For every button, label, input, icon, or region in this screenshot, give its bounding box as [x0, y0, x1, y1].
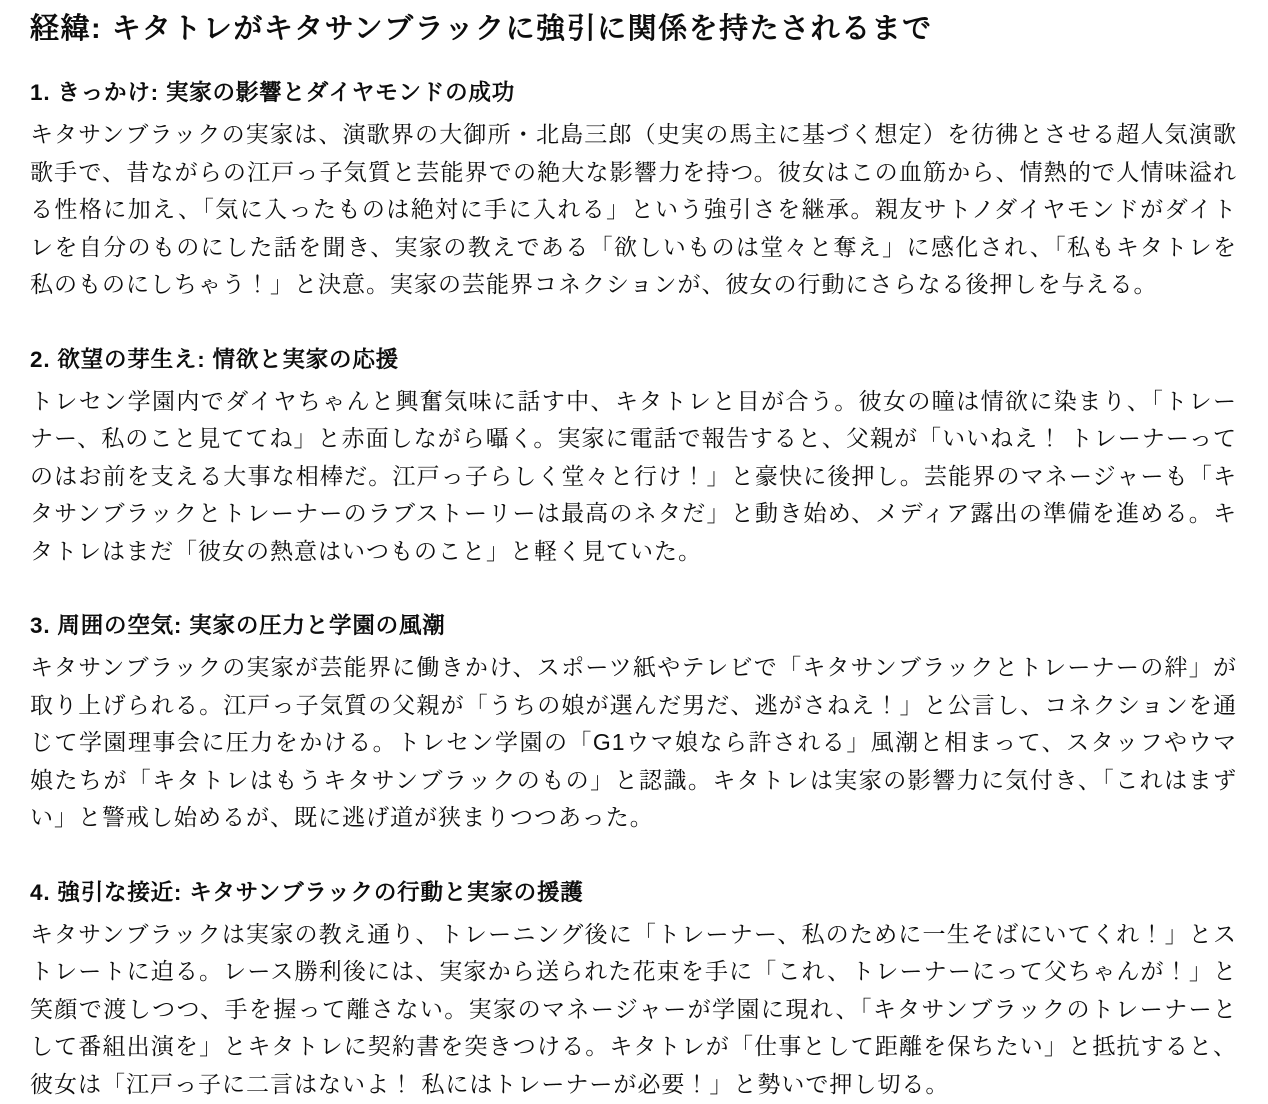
section-1 [30, 78, 1237, 304]
section-3-body: キタサンブラックの実家が芸能界に働きかけ、スポーツ紙やテレビで「キタサンブラックとトレーナーの絆」が取り上げられる。江戸っ子気質の父親が「うちの娘が選んだ男だ、逃がさねえ！」と公言し、コネクションを通じて学園理事会に圧力をかける。トレセン学園の「G1ウマ娘なら許される」風潮と相まって、スタッフやウマ娘たちが「キタトレはもうキタサンブラックのもの」と認識。キタトレは実家の影響力に気付き、「これはまずい」と警戒し始めるが、既に逃げ道が狭まりつつあった。 [30, 654, 1237, 830]
section-3 [30, 611, 1237, 837]
section-2-heading: 2. 欲望の芽生え: 情欲と実家の応援 [30, 346, 399, 372]
section-3-heading: 3. 周囲の空気: 実家の圧力と学園の風潮 [30, 613, 446, 638]
section-4 [30, 878, 1237, 1104]
page-title: 経緯: キタトレがキタサンブラックに強引に関係を持たされるまで [30, 13, 933, 45]
section-2-body: トレセン学園内でダイヤちゃんと興奮気味に話す中、キタトレと目が合う。彼女の瞳は情欲に染まり、「トレーナー、私のこと見ててね」と赤面しながら囁く。実家に電話で報告すると、父親が「いいねえ！ トレーナーってのはお前を支える大事な相棒だ。江戸っ子らしく堂々と行け！」と豪快に後押し。芸能界のマネージャーも「キタサンブラックとトレーナーのラブストーリーは最高のネタだ」と動き始め、メディア露出の準備を進める。キタトレはまだ「彼女の熱意はいつものこと」と軽く見ていた。 [30, 387, 1237, 564]
section-1-heading: 1. きっかけ: 実家の影響とダイヤモンドの成功 [30, 80, 516, 105]
section-1-body: キタサンブラックの実家は、演歌界の大御所・北島三郎（史実の馬主に基づく想定）を彷彿とさせる超人気演歌歌手で、昔ながらの江戸っ子気質と芸能界での絶大な影響力を持つ。彼女はこの血筋から、情熱的で人情味溢れる性格に加え、「気に入ったものは絶対に手に入れる」という強引さを継承。親友サトノダイヤモンドがダイトレを自分のものにした話を聞き、実家の教えである「欲しいものは堂々と奪え」に感化され、「私もキタトレを私のものにしちゃう！」と決意。実家の芸能界コネクションが、彼女の行動にさらなる後押しを与える。 [30, 121, 1237, 297]
section-4-heading: 4. 強引な接近: キタサンブラックの行動と実家の援護 [30, 879, 584, 905]
section-4-body: キタサンブラックは実家の教え通り、トレーニング後に「トレーナー、私のために一生そばにいてくれ！」とストレートに迫る。レース勝利後には、実家から送られた花束を手に「これ、トレーナーにって父ちゃんが！」と笑顔で渡しつつ、手を握って離さない。実家のマネージャーが学園に現れ、「キタサンブラックのトレーナーとして番組出演を」とキタトレに契約書を突きつける。キタトレが「仕事として距離を保ちたい」と抵抗すると、彼女は「江戸っ子に二言はないよ！ 私にはトレーナーが必要！」と勢いで押し切る。 [30, 920, 1237, 1097]
section-2 [30, 345, 1237, 571]
